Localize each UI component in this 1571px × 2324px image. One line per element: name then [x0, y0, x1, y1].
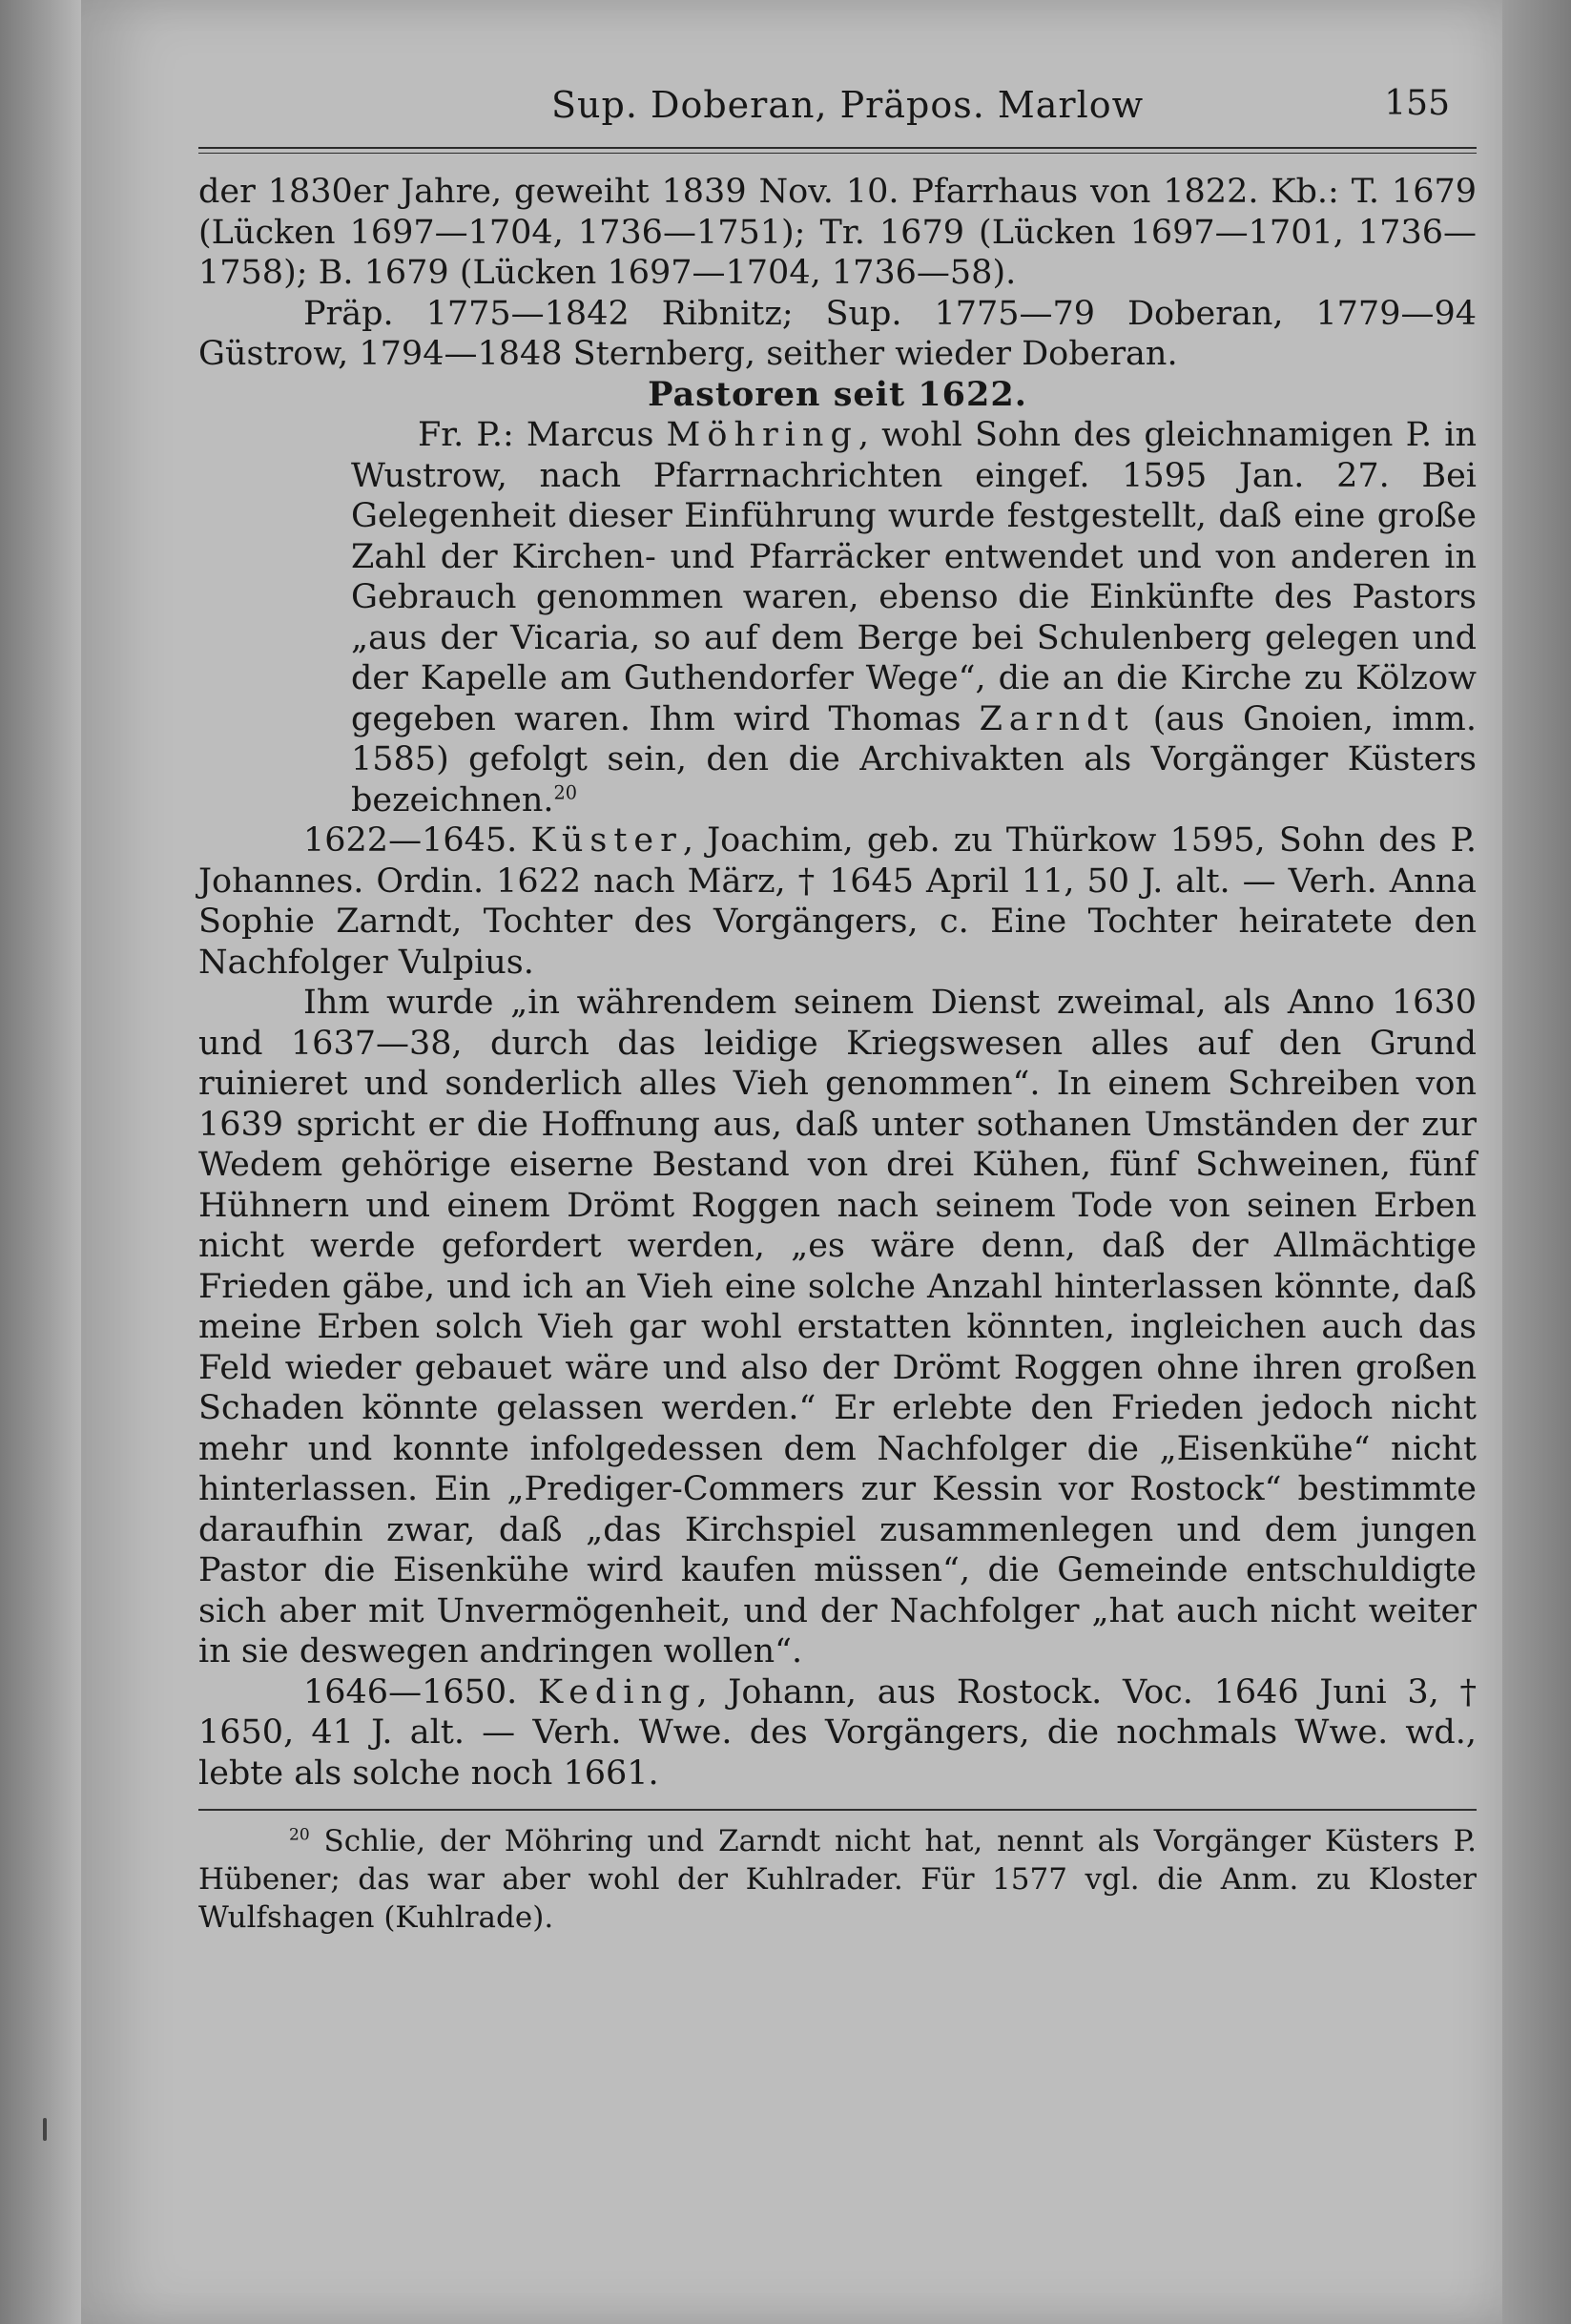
- entry-prefix: Fr. P.: Marcus: [418, 416, 667, 454]
- footnote-reference: 20: [553, 780, 578, 803]
- entry-text-keding: , Johann, aus Rostock. Voc. 1646 Juni 3, † 1650, 41 J. alt. — Verh. Wwe. des Vorgängers, die nochmals Wwe. wd., lebte als solche noch 1661.: [198, 1672, 1478, 1793]
- footnote-number: 20: [289, 1825, 310, 1845]
- entry-kuester: [198, 820, 1477, 983]
- scan-left-margin: [0, 0, 81, 2324]
- entry-moehring: [351, 415, 1477, 820]
- footnote-text: Schlie, der Möhring und Zarndt nicht hat, nennt als Vorgänger Küsters P. Hübener; das war aber wohl der Kuhlrader. Für 1577 vgl. die Anm. zu Kloster Wulfshagen (Kuhlrade).: [198, 1824, 1477, 1935]
- book-page: [81, 0, 1502, 2324]
- running-title: Sup. Doberan, Präpos. Marlow: [551, 84, 1145, 126]
- entry-text-continued: (aus Gnoien, imm. 1585) gefolgt sein, den die Archivakten als Vorgänger Küsters bezeichnen.: [351, 699, 1477, 820]
- paragraph-prepositure: Präp. 1775—1842 Ribnitz; Sup. 1775—79 Doberan, 1779—94 Güstrow, 1794—1848 Sternberg, seither wieder Doberan.: [198, 294, 1477, 373]
- footnote-separator: [198, 1809, 1477, 1811]
- entry-text: , wohl Sohn des gleichnamigen P. in Wustrow, nach Pfarrnachrichten eingef. 1595 Jan. 27. Bei Gelegenheit dieser Einführung wurde festgestellt, daß eine große Zahl der Kirchen- und Pfarräcker entwendet und von anderen in Gebrauch genommen waren, ebenso die Einkünfte des Pastors „aus der Vicaria, so auf dem Berge bei Schulenberg gelegen und der Kapelle am Guthendorfer Wege“, die an die Kirche zu Kölzow gegeben waren. Ihm wird Thomas: [351, 416, 1477, 738]
- entry-text-kuester: , Joachim, geb. zu Thürkow 1595, Sohn des P. Johannes. Ordin. 1622 nach März, † 1645 April 11, 50 J. alt. — Verh. Anna Sophie Zarndt, Tochter des Vorgängers, c. Eine Tochter heiratete den Nachfolger Vulpius.: [198, 821, 1477, 982]
- paragraph-church-records: der 1830er Jahre, geweiht 1839 Nov. 10. Pfarrhaus von 1822. Kb.: T. 1679 (Lücken 1697—1704, 1736—1751); Tr. 1679 (Lücken 1697—1701, 1736—1758); B. 1679 (Lücken 1697—1704, 1736—58).: [198, 173, 1477, 292]
- pastor-name-zarndt: Zarndt: [979, 699, 1135, 738]
- scan-right-margin: [1502, 0, 1571, 2324]
- entry-years-keding: 1646—1650.: [303, 1672, 538, 1712]
- pastor-name-moehring: Möhring: [666, 416, 858, 454]
- paragraph-war-losses: Ihm wurde „in währendem seinem Dienst zweimal, als Anno 1630 und 1637—38, durch das leidige Kriegswesen alles auf den Grund ruinieret und sonderlich alles Vieh genommen“. In einem Schreiben von 1639 spricht er die Hoffnung aus, daß unter sothanen Umständen der zur Wedem gehörige eiserne Bestand von drei Kühen, fünf Schweinen, fünf Hühnern und einem Drömt Roggen nach seinem Tode von seinen Erben nicht werde gefordert werden, „es wäre denn, daß der Allmächtige Frieden gäbe, und ich an Vieh eine solche Anzahl hinterlassen könnte, daß meine Erben solch Vieh gar wohl erstatten könnten, ingleichen auch das Feld wieder gebauet wäre und also der Drömt Roggen ohne ihren großen Schaden könnte gelassen werden.“ Er erlebte den Frieden jedoch nicht mehr und konnte infolgedessen dem Nachfolger die „Eisenkühe“ nicht hinterlassen. Ein „Prediger-Commers zur Kessin vor Rostock“ bestimmte daraufhin zwar, daß „das Kirchspiel zusammenlegen und dem jungen Pastor die Eisenkühe wird kaufen müssen“, die Gemeinde entschuldigte sich aber mit Unvermögenheit, und der Nachfolger „hat auch nicht weiter in sie deswegen andringen wollen“.: [198, 984, 1477, 1670]
- scan-mark: [43, 2118, 47, 2141]
- main-text: [198, 172, 1477, 1937]
- entry-keding: [198, 1672, 1477, 1795]
- header-rule: [198, 147, 1477, 154]
- running-head: [198, 84, 1477, 143]
- page-content: [198, 84, 1478, 1935]
- section-title: Pastoren seit 1622.: [648, 374, 1027, 414]
- footnote: [198, 1822, 1477, 1937]
- page-number: 155: [1384, 84, 1450, 123]
- entry-years-kuester: 1622—1645.: [303, 821, 531, 860]
- pastor-name-keding: Keding: [538, 1672, 697, 1712]
- pastor-name-kuester: Küster: [530, 821, 683, 860]
